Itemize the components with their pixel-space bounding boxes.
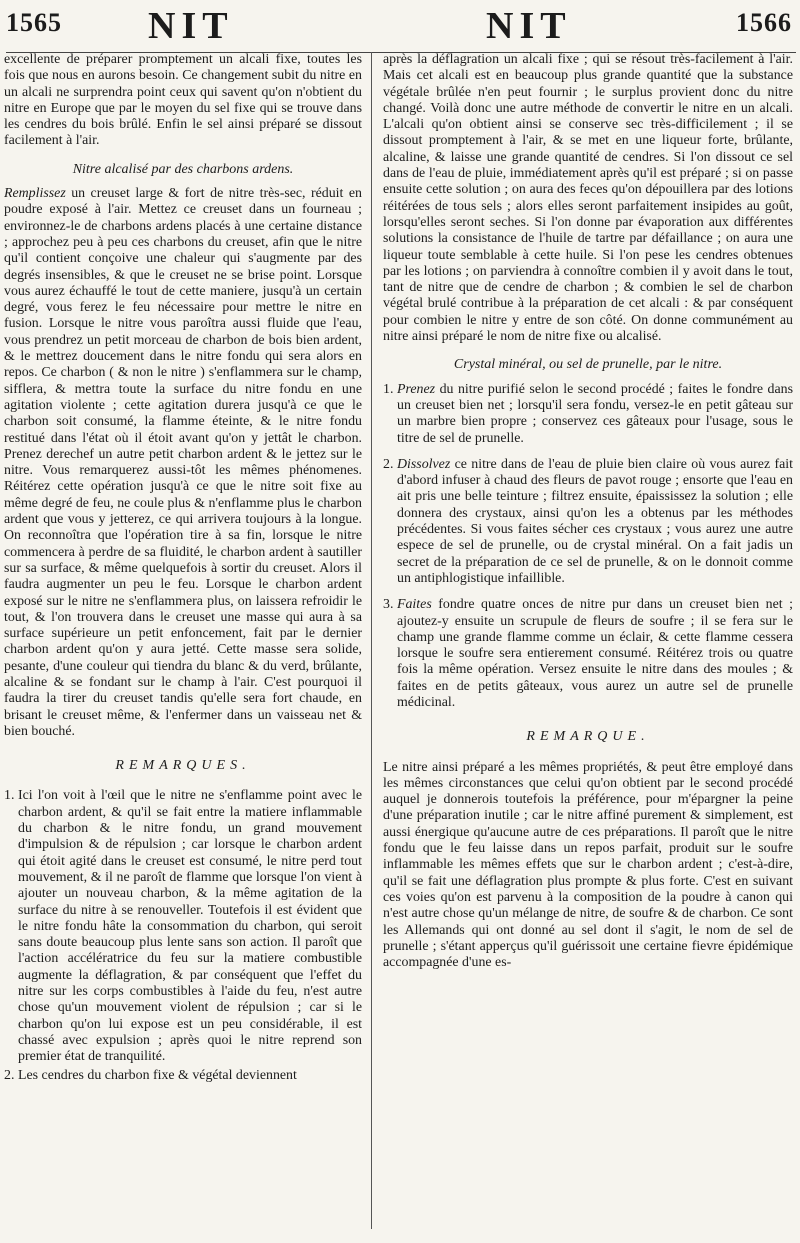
running-head-left: NIT	[148, 5, 234, 47]
remark-1-text: Ici l'on voit à l'œil que le nitre ne s'enflamme point avec le charbon ardent, & qu'il se fait entre la matiere inflammable du charbon & le nitre fondu, un grand mouvement d'impulsion & de répulsion ; car lorsque le charbon ardent qui étoit agité dans le creuset est consumé, le nitre perd tout mouvement, & il ne paroît de flamme que lorsque l'on vient à ajouter un nouveau charbon, & la même agitation de la surface du nitre à se renouveller. Toutefois il est évident que le nitre fondu hâte la consommation du charbon, qui seroit sans doute beaucoup plus lente sans son action. Il paroît que l'action accélératrice du feu sur la matiere combustible augmente la déflagration, & par conséquent que l'effet du nitre sur les corps combustibles à l'aide du feu, n'est autre chose qu'un mouvement violent de répulsion ; car si le charbon qu'on lui expose est un peu considérable, il est chassé avec expulsion ; après quoi le nitre reprend son premier état de tranquilité.	[18, 788, 362, 1065]
page-number-right: 1566	[736, 8, 792, 37]
page-number-left: 1565	[6, 8, 62, 37]
section-heading-crystal-mineral: Crystal minéral, ou sel de prunelle, par le nitre.	[453, 357, 723, 373]
recipe-2-text: ce nitre dans de l'eau de pluie bien claire où vous aurez fait d'abord infuser à chaud des fleurs de pavot rouge ; ensorte que l'eau en ait pris une belle teinture ; filtrez ensuite, épaississez la solution ; elle donnera des crystaux, ainsi qu'on les a obtenus par les méthodes précédentes. Si vous faites sécher ces crystaux ; vous aurez une autre espece de sel de prunelle, ou de crystal minéral. On a fait jadis un secret de la préparation de ce sel de prunelle, & on le donnoit comme un antiphlogistique infaillible.	[397, 456, 793, 586]
remark-2-text: Les cendres du charbon fixe & végétal deviennent	[18, 1067, 297, 1083]
recipe-item-2	[383, 457, 793, 587]
section-heading-remarque: REMARQUE.	[526, 729, 650, 745]
recipe-item-3	[383, 597, 793, 711]
recipe-3-text: fondre quatre onces de nitre pur dans un creuset bien net ; ajoutez-y ensuite un scrupule de fleurs de soufre ; il se fera sur le champ une grande flamme comme un éclair, & cette flamme cessera lorsque le soufre sera entierement consumé. Réitérez trois ou quatre fois la même opération. Versez ensuite le nitre dans des moules ; & faites en de petits gâteaux, vous aurez un autre sel de prunelle médicinal.	[397, 597, 793, 710]
remark-1-number: 1.	[4, 788, 15, 804]
section-heading-remarques: REMARQUES.	[115, 758, 251, 774]
section-heading-nitre-alcalise: Nitre alcalisé par des charbons ardens.	[72, 161, 294, 177]
remark-item-2	[4, 1068, 362, 1084]
remark-item-1	[4, 788, 362, 1065]
spacer	[383, 589, 793, 597]
recipe-2-lead: Dissolvez	[397, 456, 451, 472]
recipe-2-number: 2.	[383, 456, 394, 472]
left-column	[4, 52, 362, 1229]
running-head-right: NIT	[486, 5, 572, 47]
recipe-3-number: 3.	[383, 597, 394, 613]
recipe-item-1	[383, 382, 793, 447]
recipe-1-text: du nitre purifié selon le second procédé ; faites le fondre dans un creuset bien net ; lorsqu'il sera fondu, versez-le en petit gâteau sur un marbre bien propre ; conservez ces gâteaux pour l'usage, sous le titre de sel de prunelle.	[397, 381, 793, 446]
spacer	[383, 449, 793, 457]
right-column	[383, 52, 793, 1229]
procedure-text: un creuset large & fort de nitre très-sec, réduit en poudre exposé à l'air. Mettez ce creuset dans un fourneau ; environnez-le de charbons ardens placés à une certaine distance ; approchez peu à peu ces charbons du creuset, afin que le nitre qu'il contient conçoive une chaleur qui s'augmente par des degrés insensibles, & que le creuset ne se brise point. Lorsque vous aurez échauffé le tout de cette maniere, jusqu'à un certain degré, vous ferez le feu nécessaire pour mettre le nitre en fusion. Lorsque le nitre vous paroîtra aussi fluide que l'eau, vous prendrez un petit morceau de charbon de bois bien ardent, & le mettrez doucement dans le nitre fondu qui sera alors en repos. Ce charbon ( & non le nitre ) s'enflammera sur le champ, sifflera, & mettra toute la surface du nitre fondu en une agitation violente ; cette agitation durera jusqu'à ce que le charbon soit consumé, la flamme éteinte, & le nitre fondu restitué dans l'état où il étoit avant qu'on y jettât le charbon. Prenez derechef un autre petit charbon ardent & le jettez sur le nitre. Vous remarquerez aussi-tôt les mêmes phénomenes. Réitérez cette opération jusqu'à ce que le nitre soit fixe au même degré de feu, ne coule plus & n'enflamme plus le charbon ardent que vous y jetterez, ce qui arrivera toujours à la longue. On reconnoîtra que l'opération tire à sa fin, lorsque le nitre commencera à perdre de sa fluidité, le charbon ardent à sautiller sur sa surface, & même quelquefois à sortir du creuset. Alors il faudra augmenter un peu le feu. Lorsque le charbon ardent exposé sur le nitre ne s'enflammera plus, on laissera refroidir le tout, & l'on trouvera dans le creuset une masse qui aura à sa surface supérieure un petit enfoncement, fait par le dernier charbon ardent qu'on y aura jetté. Cette masse sera solide, pesante, d'une couleur qui tiendra du blanc & du verd, brûlante, alcaline & se fondant sur le champ à l'air. C'est pourquoi il faudra la tirer du creuset tandis qu'elle sera fort chaude, en brisant le creuset même, & l'enfermer dans un vaisseau net & bien bouché.	[4, 186, 362, 739]
procedure-lead-word: Remplissez	[4, 186, 66, 202]
recipe-3-lead: Faites	[397, 597, 432, 613]
column-divider	[371, 52, 372, 1229]
recipe-1-number: 1.	[383, 381, 394, 397]
intro-paragraph: excellente de préparer promptement un alcali fixe, toutes les fois que nous en aurons besoin. Ce changement subit du nitre en un alcali ne surprendra point ceux qui savent qu'on n'obtient du nitre en Europe que par le moyen du sel fixe qui se trouve dans les cendres du bois brûlé. Enfin le sel ainsi préparé se dissout facilement à l'air.	[4, 52, 362, 149]
recipe-1-lead: Prenez	[397, 381, 436, 397]
continuation-paragraph: après la déflagration un alcali fixe ; qui se résout très-facilement à l'air. Mais cet alcali est en beaucoup plus grande quantité que la substance végétale brûlée n'en peut fournir ; le surplus provient donc du nitre changé. Voilà donc une autre méthode de convertir le nitre en un alcali. L'alcali qu'on obtient ainsi se conserve sec très-difficilement ; il se dissout promptement à l'air, & se met en une liqueur forte, brûlante, alcaline, & laisse une grande quantité de cendres. Si l'on dissout ce sel dans de l'eau de pluie, immédiatement après qu'il est préparé ; si on passe ensuite cette solution ; on aura des feces qu'on dépouillera par des lotions réitérées de tous sels ; alors elles seront parfaitement insipides au goût, lorsqu'elles seront seches. Si l'on donne par évaporation aux différentes solutions la consistance de l'huile de tartre par défaillance ; on aura une liqueur toute semblable à cette huile. Si l'on pese les cendres obtenues par les lotions ; on parviendra à connoître combien il y avoit dans le tout, tant de nitre que de cendre de charbon ; & combien le sel de charbon végétal brulé contribue à la préparation de cet alcali : & par conséquent pour combien le nitre y entre de son côté. On donne communément au nitre ainsi préparé le nom de nitre fixe ou alcalisé.	[383, 52, 793, 345]
procedure-paragraph	[4, 186, 362, 740]
final-paragraph: Le nitre ainsi préparé a les mêmes propriétés, & peut être employé dans les mêmes circonstances que celui qu'on obtient par le second procédé auquel je donnerois toutefois la préférence, pour m'épargner la peine d'une préparation inutile ; car le nitre affiné purement & simplement, est aussi énergique qu'aucune autre de ces préparations. Il paroît que le nitre fondu que le feu laisse dans un repos parfait, produit sur le soufre inflammable les mêmes effets que sur le charbon ardent ; c'est-à-dire, qu'il se fait une déflagration plus prompte & plus forte. C'est en suivant ces voies qu'on est parvenu à la composition de la poudre à canon qui n'est autre chose qu'un mélange de nitre, de soufre & de charbon. Ce sont les Allemands qui ont donné au sel dont il s'agit, le nom de sel de prunelle ; s'étant apperçus qu'il guérissoit une certaine fievre épidémique accompagnée d'une es-	[383, 759, 793, 971]
remark-2-number: 2.	[4, 1067, 15, 1083]
